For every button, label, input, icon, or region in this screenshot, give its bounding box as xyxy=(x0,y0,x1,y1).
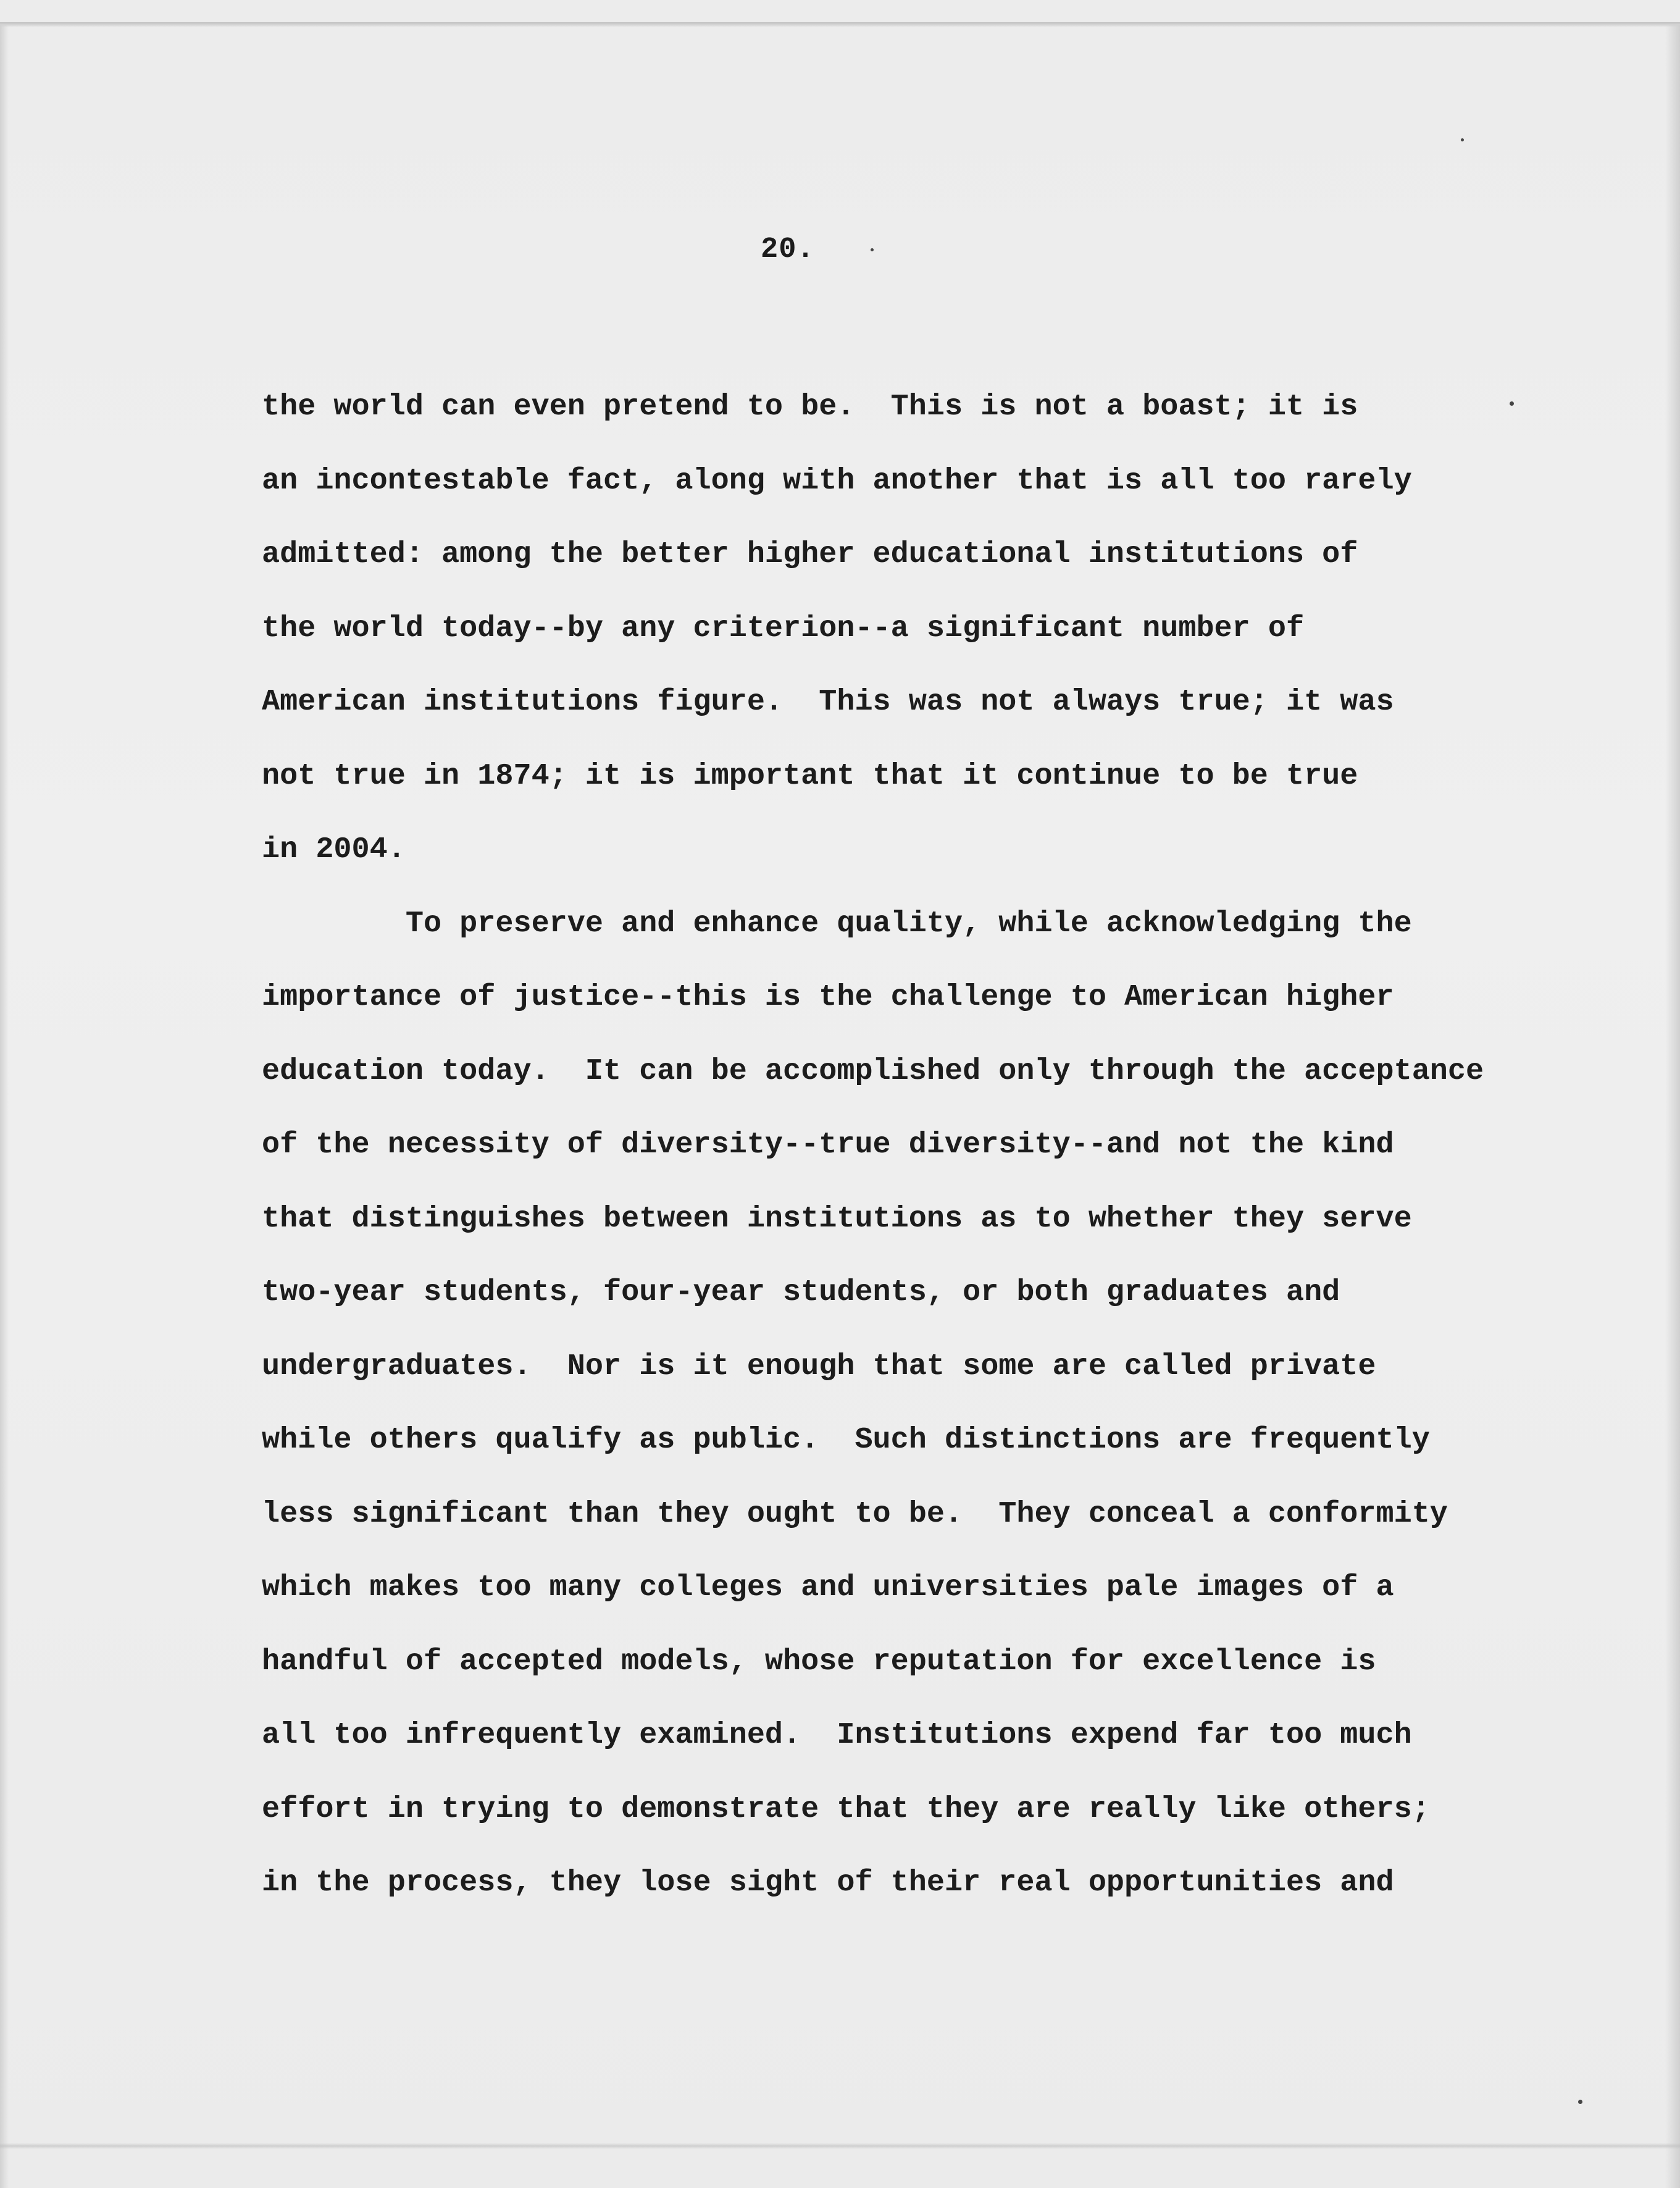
text-line: American institutions figure. This was not always true; it was xyxy=(262,685,1394,719)
body-text xyxy=(262,383,1602,1933)
text-line: To preserve and enhance quality, while acknowledging the xyxy=(262,906,1412,941)
text-line: while others qualify as public. Such distinctions are frequently xyxy=(262,1423,1430,1457)
text-line: importance of justice--this is the challenge to American higher xyxy=(262,980,1394,1014)
text-line: which makes too many colleges and universities pale images of a xyxy=(262,1570,1394,1604)
page-top-edge xyxy=(0,22,1680,27)
text-line: that distinguishes between institutions as to whether they serve xyxy=(262,1201,1412,1236)
text-line: all too infrequently examined. Institutions expend far too much xyxy=(262,1718,1412,1752)
page-right-edge xyxy=(1665,25,1680,2188)
text-line: admitted: among the better higher educational institutions of xyxy=(262,537,1358,571)
ink-speck xyxy=(1461,138,1464,141)
text-line: effort in trying to demonstrate that they are really like others; xyxy=(262,1792,1430,1826)
text-line: in the process, they lose sight of their real opportunities and xyxy=(262,1866,1394,1900)
text-line: the world today--by any criterion--a significant number of xyxy=(262,611,1305,645)
text-line: two-year students, four-year students, or both graduates and xyxy=(262,1275,1340,1309)
text-line: handful of accepted models, whose reputation for excellence is xyxy=(262,1644,1376,1679)
text-line: less significant than they ought to be. They conceal a conformity xyxy=(262,1496,1448,1531)
text-line: of the necessity of diversity--true diversity--and not the kind xyxy=(262,1128,1394,1162)
text-line: undergraduates. Nor is it enough that some are called private xyxy=(262,1349,1376,1383)
text-line: not true in 1874; it is important that it continue to be true xyxy=(262,758,1358,793)
text-line: the world can even pretend to be. This is not a boast; it is xyxy=(262,390,1358,424)
text-line: in 2004. xyxy=(262,832,406,866)
text-line: education today. It can be accomplished only through the acceptance xyxy=(262,1054,1484,1088)
ink-speck xyxy=(1578,2100,1582,2104)
ink-speck xyxy=(871,248,874,251)
page-left-edge xyxy=(0,25,9,2188)
page-number: 20. xyxy=(761,233,815,266)
text-line: an incontestable fact, along with another that is all too rarely xyxy=(262,463,1412,498)
page-bottom-edge xyxy=(0,2143,1680,2149)
